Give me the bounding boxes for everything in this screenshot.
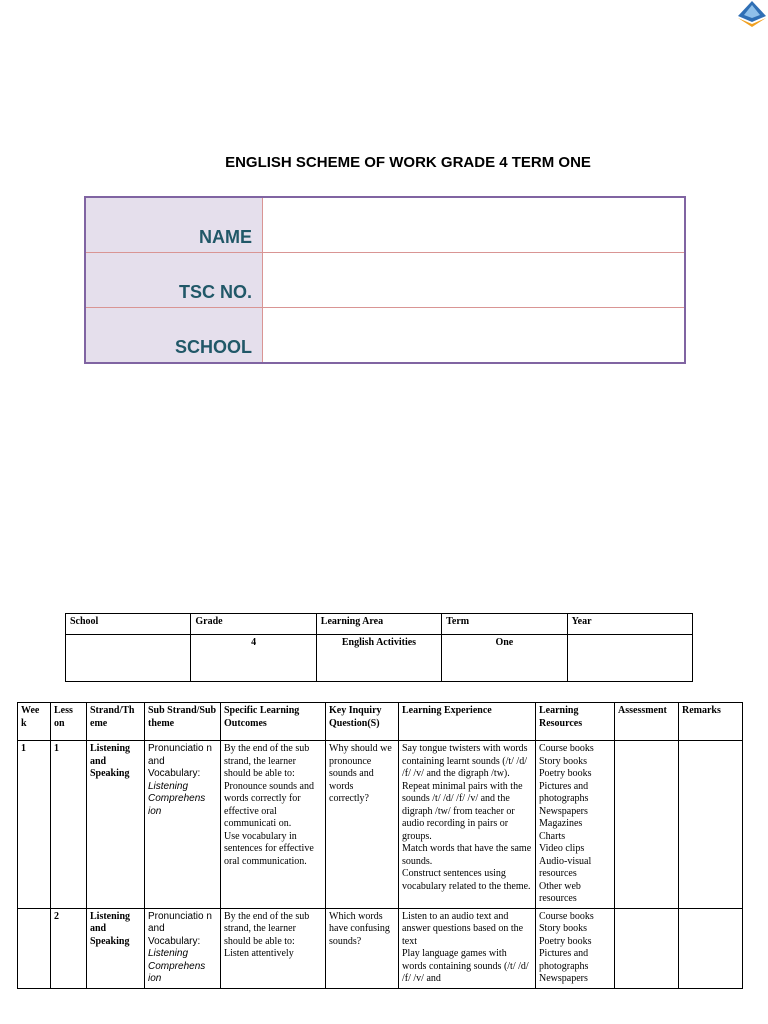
inquiry-question-cell: Which words have confusing sounds? [326,908,399,988]
resource-line: Poetry books [539,768,592,779]
meta-header: Learning Area [316,614,441,635]
header-learning-experience: Learning Experience [399,703,536,741]
header-strand: Strand/Th eme [87,703,145,741]
meta-header: Term [442,614,567,635]
outcome-line: Listen attentively [224,948,294,959]
outcome-line: By the end of the sub strand, the learner should be able to: [224,910,310,947]
header-learning-resources: Learning Resources [536,703,615,741]
learning-experience-cell [399,741,536,909]
scheme-of-work-table [17,702,743,989]
sub-strand-cell [145,908,221,988]
header-lesson: Less on [51,703,87,741]
meta-header: Grade [191,614,316,635]
name-field[interactable] [263,197,686,253]
document-title: ENGLISH SCHEME OF WORK GRADE 4 TERM ONE [225,154,591,171]
week-cell: 1 [18,741,51,909]
tsc-label: TSC NO. [85,253,263,308]
experience-line: Say tongue twisters with words containing learnt sounds (/t/ /d/ /f/ /v/ and the digraph /tw). [402,743,528,779]
identity-table [84,196,686,364]
outcomes-cell [221,741,326,909]
table-row [18,741,743,909]
school-label: SCHOOL [85,308,263,364]
meta-table [65,613,693,682]
resource-line: Magazines [539,818,583,829]
header-sub-strand: Sub Strand/Sub theme [145,703,221,741]
experience-line: Listen to an audio text and answer questions based on the text [402,910,524,947]
header-outcomes: Specific Learning Outcomes [221,703,326,741]
outcome-line: By the end of the sub strand, the learner should be able to: [224,743,310,779]
experience-line: Play language games with words containing sounds (/t/ /d/ /f/ /v/ and [402,948,529,984]
resource-line: Charts [539,830,566,842]
resource-line: Video clips [539,843,585,854]
resource-line: Course books [539,743,594,754]
meta-term-value: One [442,635,567,682]
outcomes-cell [221,908,326,988]
sub-strand-text: Pronunciatio n and Vocabulary: [148,743,212,779]
learning-experience-cell [399,908,536,988]
logo-icon [736,0,768,28]
header-inquiry-question: Key Inquiry Question(S) [326,703,399,741]
resource-line: Newspapers [539,805,588,817]
header-week: Wee k [18,703,51,741]
meta-grade-value: 4 [191,635,316,682]
outcome-line: Use vocabulary in sentences for effective oral communication. [224,830,314,867]
resource-line: Other web resources [539,880,581,904]
resource-line: Audio-visual resources [539,855,592,879]
experience-line: Match words that have the same sounds. [402,843,532,867]
remarks-cell [679,908,743,988]
strand-cell: Listening and Speaking [87,741,145,909]
strand-cell: Listening and Speaking [87,908,145,988]
meta-header: Year [567,614,692,635]
learning-resources-cell [536,908,615,988]
inquiry-question-cell: Why should we pronounce sounds and words correctly? [326,741,399,909]
remarks-cell [679,741,743,909]
header-remarks: Remarks [679,703,743,741]
lesson-cell: 1 [51,741,87,909]
assessment-cell [615,908,679,988]
sub-strand-cell [145,741,221,909]
header-assessment: Assessment [615,703,679,741]
school-field[interactable] [263,308,686,364]
learning-resources-cell [536,741,615,909]
resource-line: Story books [539,923,588,934]
sub-theme-text: Listening Comprehens ion [148,780,206,817]
name-label: NAME [85,197,263,253]
table-row [18,908,743,988]
meta-header: School [66,614,191,635]
meta-year-value [567,635,692,682]
resource-line: Newspapers [539,973,588,984]
resource-line: Story books [539,755,588,767]
resource-line: Course books [539,910,594,922]
resource-line: Poetry books [539,935,592,947]
sub-strand-text: Pronunciatio n and Vocabulary: [148,910,212,947]
experience-line: Construct sentences using vocabulary related to the theme. [402,868,531,892]
tsc-field[interactable] [263,253,686,308]
resource-line: Pictures and photographs [539,780,589,804]
resource-line: Pictures and photographs [539,948,589,972]
experience-line: Repeat minimal pairs with the sounds /t/ /d/ /f/ /v/ and the digraph /tw/ from teacher or audio recording in pairs or groups. [402,780,523,842]
outcome-line: Pronounce sounds and words correctly for effective oral communicati on. [224,780,314,829]
lesson-cell: 2 [51,908,87,988]
meta-school-value [66,635,191,682]
assessment-cell [615,741,679,909]
meta-learning-area-value: English Activities [316,635,441,682]
sub-theme-text: Listening Comprehens ion [148,948,206,984]
week-cell [18,908,51,988]
